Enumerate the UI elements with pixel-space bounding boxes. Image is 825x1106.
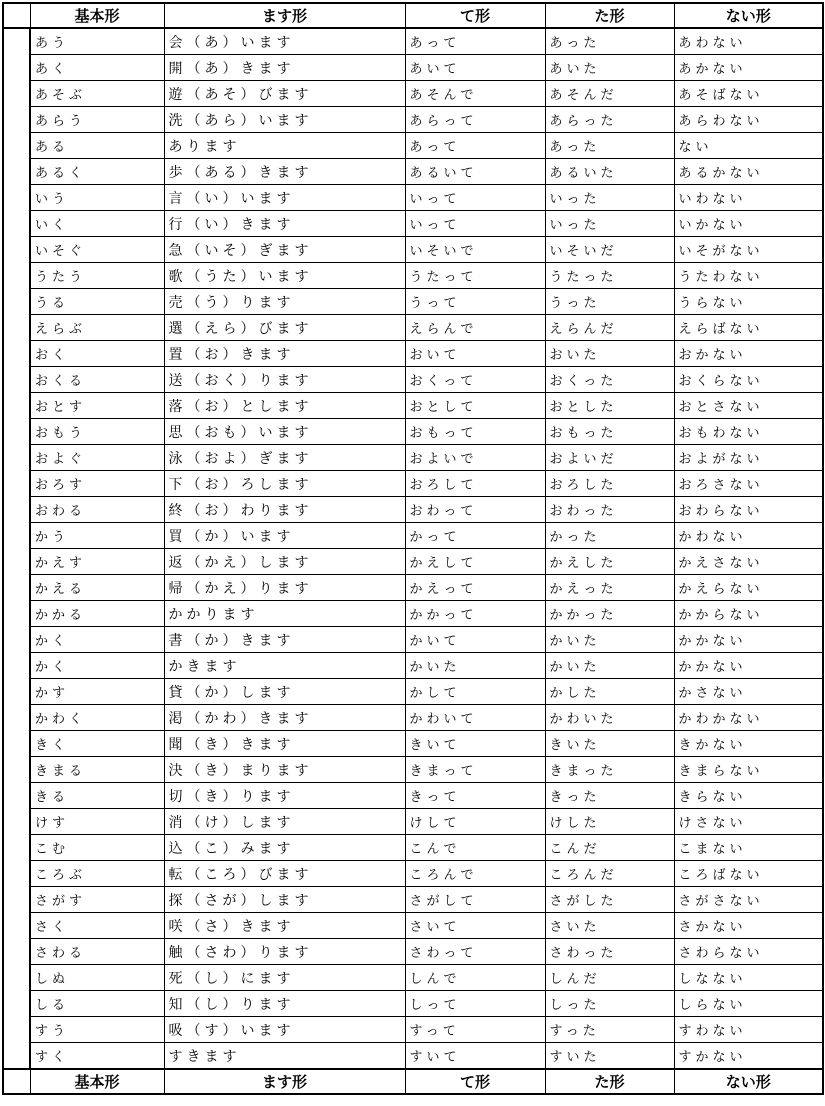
nai-form-cell: いわない: [674, 185, 823, 211]
masu-form-cell: 置（お）きます: [164, 341, 405, 367]
dictionary-form-cell: ころぶ: [30, 861, 164, 887]
nai-form-cell: かえらない: [674, 575, 823, 601]
nai-form-cell: きまらない: [674, 757, 823, 783]
te-form-cell: あるいて: [405, 159, 545, 185]
row-marker-cell: [3, 913, 30, 939]
dictionary-form-cell: かえる: [30, 575, 164, 601]
nai-form-cell: うたわない: [674, 263, 823, 289]
ta-form-cell: あるいた: [545, 159, 674, 185]
nai-form-cell: いそがない: [674, 237, 823, 263]
table-row: [3, 263, 823, 289]
row-marker-cell: [3, 55, 30, 81]
nai-form-cell: こまない: [674, 835, 823, 861]
nai-form-cell: きらない: [674, 783, 823, 809]
dictionary-form-cell: おもう: [30, 419, 164, 445]
masu-form-cell: 書（か）きます: [164, 627, 405, 653]
nai-form-cell: おとさない: [674, 393, 823, 419]
table-row: [3, 185, 823, 211]
dictionary-form-cell: おくる: [30, 367, 164, 393]
nai-form-cell: ない: [674, 133, 823, 159]
table-row: [3, 705, 823, 731]
table-row: [3, 315, 823, 341]
row-marker-cell: [3, 731, 30, 757]
te-form-cell: かして: [405, 679, 545, 705]
conjugation-table: [2, 2, 824, 1095]
ta-form-cell: かった: [545, 523, 674, 549]
row-marker-cell: [3, 497, 30, 523]
row-marker-cell: [3, 393, 30, 419]
row-marker-cell: [3, 159, 30, 185]
dictionary-form-cell: すう: [30, 1017, 164, 1043]
ta-form-cell: かした: [545, 679, 674, 705]
masu-form-cell: すきます: [164, 1043, 405, 1070]
dictionary-form-cell: きる: [30, 783, 164, 809]
ta-form-cell: かえった: [545, 575, 674, 601]
row-marker-cell: [3, 757, 30, 783]
te-form-cell: あって: [405, 28, 545, 55]
row-marker-cell: [3, 1043, 30, 1070]
ta-form-cell: さいた: [545, 913, 674, 939]
dictionary-form-cell: およぐ: [30, 445, 164, 471]
ta-form-cell: おいた: [545, 341, 674, 367]
masu-form-cell: 選（えら）びます: [164, 315, 405, 341]
dictionary-form-cell: あく: [30, 55, 164, 81]
header-dictionary-form: 基本形: [30, 3, 164, 28]
nai-form-cell: うらない: [674, 289, 823, 315]
table-row: [3, 887, 823, 913]
masu-form-cell: 会（あ）います: [164, 28, 405, 55]
dictionary-form-cell: こむ: [30, 835, 164, 861]
dictionary-form-cell: うる: [30, 289, 164, 315]
masu-form-cell: 下（お）ろします: [164, 471, 405, 497]
te-form-cell: すいて: [405, 1043, 545, 1070]
masu-form-cell: 触（さわ）ります: [164, 939, 405, 965]
te-form-cell: いそいで: [405, 237, 545, 263]
masu-form-cell: 売（う）ります: [164, 289, 405, 315]
table-row: [3, 627, 823, 653]
nai-form-cell: えらばない: [674, 315, 823, 341]
nai-form-cell: おもわない: [674, 419, 823, 445]
nai-form-cell: さがさない: [674, 887, 823, 913]
ta-form-cell: おとした: [545, 393, 674, 419]
te-form-cell: さわって: [405, 939, 545, 965]
nai-form-cell: さわらない: [674, 939, 823, 965]
footer-dictionary-form: 基本形: [30, 1069, 164, 1094]
nai-form-cell: すかない: [674, 1043, 823, 1070]
dictionary-form-cell: さわる: [30, 939, 164, 965]
te-form-cell: あいて: [405, 55, 545, 81]
ta-form-cell: かわいた: [545, 705, 674, 731]
row-marker-cell: [3, 861, 30, 887]
nai-form-cell: あるかない: [674, 159, 823, 185]
ta-form-cell: えらんだ: [545, 315, 674, 341]
row-marker-cell: [3, 1017, 30, 1043]
ta-form-cell: きった: [545, 783, 674, 809]
masu-form-cell: 急（いそ）ぎます: [164, 237, 405, 263]
nai-form-cell: おかない: [674, 341, 823, 367]
table-body: [3, 28, 823, 1069]
row-marker-cell: [3, 237, 30, 263]
header-ta-form: た形: [545, 3, 674, 28]
ta-form-cell: おもった: [545, 419, 674, 445]
table-row: [3, 1017, 823, 1043]
masu-form-cell: 貸（か）します: [164, 679, 405, 705]
te-form-cell: おいて: [405, 341, 545, 367]
row-marker-cell: [3, 471, 30, 497]
table-row: [3, 991, 823, 1017]
table-row: [3, 367, 823, 393]
row-marker-cell: [3, 887, 30, 913]
masu-form-cell: 渇（かわ）きます: [164, 705, 405, 731]
nai-form-cell: あそばない: [674, 81, 823, 107]
ta-form-cell: おくった: [545, 367, 674, 393]
table-row: [3, 107, 823, 133]
row-marker-cell: [3, 679, 30, 705]
row-marker-cell: [3, 601, 30, 627]
dictionary-form-cell: かかる: [30, 601, 164, 627]
masu-form-cell: 転（ころ）びます: [164, 861, 405, 887]
dictionary-form-cell: あう: [30, 28, 164, 55]
table-row: [3, 445, 823, 471]
dictionary-form-cell: すく: [30, 1043, 164, 1070]
te-form-cell: しんで: [405, 965, 545, 991]
masu-form-cell: 知（し）ります: [164, 991, 405, 1017]
row-marker-cell: [3, 445, 30, 471]
row-marker-cell: [3, 627, 30, 653]
te-form-cell: いって: [405, 185, 545, 211]
nai-form-cell: かさない: [674, 679, 823, 705]
ta-form-cell: しんだ: [545, 965, 674, 991]
te-form-cell: うたって: [405, 263, 545, 289]
masu-form-cell: 思（おも）います: [164, 419, 405, 445]
ta-form-cell: あいた: [545, 55, 674, 81]
dictionary-form-cell: かす: [30, 679, 164, 705]
table-row: [3, 81, 823, 107]
row-marker-cell: [3, 289, 30, 315]
masu-form-cell: 決（き）まります: [164, 757, 405, 783]
masu-form-cell: 咲（さ）きます: [164, 913, 405, 939]
row-marker-cell: [3, 939, 30, 965]
ta-form-cell: さがした: [545, 887, 674, 913]
dictionary-form-cell: あらう: [30, 107, 164, 133]
ta-form-cell: かかった: [545, 601, 674, 627]
te-form-cell: あって: [405, 133, 545, 159]
te-form-cell: かかって: [405, 601, 545, 627]
nai-form-cell: さかない: [674, 913, 823, 939]
dictionary-form-cell: さがす: [30, 887, 164, 913]
nai-form-cell: きかない: [674, 731, 823, 757]
table-row: [3, 133, 823, 159]
dictionary-form-cell: あるく: [30, 159, 164, 185]
te-form-cell: かえって: [405, 575, 545, 601]
ta-form-cell: およいだ: [545, 445, 674, 471]
header-row-bottom: [3, 1069, 823, 1094]
dictionary-form-cell: しぬ: [30, 965, 164, 991]
dictionary-form-cell: さく: [30, 913, 164, 939]
table-row: [3, 1043, 823, 1070]
row-marker-cell: [3, 523, 30, 549]
masu-form-cell: 聞（き）きます: [164, 731, 405, 757]
table-row: [3, 653, 823, 679]
row-marker-header: [3, 3, 30, 28]
dictionary-form-cell: きまる: [30, 757, 164, 783]
dictionary-form-cell: おわる: [30, 497, 164, 523]
ta-form-cell: きいた: [545, 731, 674, 757]
footer-ta-form: た形: [545, 1069, 674, 1094]
table-row: [3, 679, 823, 705]
masu-form-cell: 切（き）ります: [164, 783, 405, 809]
table-row: [3, 965, 823, 991]
table-row: [3, 159, 823, 185]
ta-form-cell: すいた: [545, 1043, 674, 1070]
te-form-cell: あらって: [405, 107, 545, 133]
footer-nai-form: ない形: [674, 1069, 823, 1094]
table-row: [3, 783, 823, 809]
te-form-cell: えらんで: [405, 315, 545, 341]
masu-form-cell: あります: [164, 133, 405, 159]
nai-form-cell: ころばない: [674, 861, 823, 887]
masu-form-cell: 探（さが）します: [164, 887, 405, 913]
dictionary-form-cell: おとす: [30, 393, 164, 419]
te-form-cell: およいで: [405, 445, 545, 471]
ta-form-cell: ころんだ: [545, 861, 674, 887]
row-marker-cell: [3, 185, 30, 211]
masu-form-cell: 吸（す）います: [164, 1017, 405, 1043]
dictionary-form-cell: かわく: [30, 705, 164, 731]
nai-form-cell: かかない: [674, 627, 823, 653]
ta-form-cell: うった: [545, 289, 674, 315]
row-marker-cell: [3, 965, 30, 991]
ta-form-cell: かいた: [545, 627, 674, 653]
te-form-cell: さいて: [405, 913, 545, 939]
ta-form-cell: かえした: [545, 549, 674, 575]
te-form-cell: あそんで: [405, 81, 545, 107]
te-form-cell: けして: [405, 809, 545, 835]
row-marker-cell: [3, 991, 30, 1017]
nai-form-cell: しらない: [674, 991, 823, 1017]
table-row: [3, 393, 823, 419]
ta-form-cell: いった: [545, 211, 674, 237]
ta-form-cell: きまった: [545, 757, 674, 783]
ta-form-cell: おわった: [545, 497, 674, 523]
ta-form-cell: けした: [545, 809, 674, 835]
te-form-cell: おとして: [405, 393, 545, 419]
te-form-cell: おろして: [405, 471, 545, 497]
header-masu-form: ます形: [164, 3, 405, 28]
nai-form-cell: けさない: [674, 809, 823, 835]
table-row: [3, 575, 823, 601]
header-te-form: て形: [405, 3, 545, 28]
dictionary-form-cell: かう: [30, 523, 164, 549]
te-form-cell: かわいて: [405, 705, 545, 731]
header-row-top: [3, 3, 823, 28]
masu-form-cell: 行（い）きます: [164, 211, 405, 237]
row-marker-cell: [3, 705, 30, 731]
ta-form-cell: おろした: [545, 471, 674, 497]
table-row: [3, 211, 823, 237]
dictionary-form-cell: けす: [30, 809, 164, 835]
dictionary-form-cell: いそぐ: [30, 237, 164, 263]
row-marker-cell: [3, 783, 30, 809]
table-row: [3, 835, 823, 861]
te-form-cell: さがして: [405, 887, 545, 913]
dictionary-form-cell: しる: [30, 991, 164, 1017]
row-marker-cell: [3, 263, 30, 289]
te-form-cell: きって: [405, 783, 545, 809]
ta-form-cell: あそんだ: [545, 81, 674, 107]
nai-form-cell: あわない: [674, 28, 823, 55]
table-row: [3, 809, 823, 835]
ta-form-cell: こんだ: [545, 835, 674, 861]
table-row: [3, 939, 823, 965]
table-row: [3, 549, 823, 575]
te-form-cell: かいて: [405, 627, 545, 653]
table-row: [3, 757, 823, 783]
nai-form-cell: かからない: [674, 601, 823, 627]
nai-form-cell: およがない: [674, 445, 823, 471]
ta-form-cell: かいた: [545, 653, 674, 679]
te-form-cell: きいて: [405, 731, 545, 757]
dictionary-form-cell: かえす: [30, 549, 164, 575]
nai-form-cell: おろさない: [674, 471, 823, 497]
ta-form-cell: あった: [545, 28, 674, 55]
masu-form-cell: 込（こ）みます: [164, 835, 405, 861]
table-row: [3, 237, 823, 263]
row-marker-cell: [3, 107, 30, 133]
te-form-cell: かえして: [405, 549, 545, 575]
table-row: [3, 471, 823, 497]
nai-form-cell: すわない: [674, 1017, 823, 1043]
table-row: [3, 601, 823, 627]
header-nai-form: ない形: [674, 3, 823, 28]
te-form-cell: おわって: [405, 497, 545, 523]
ta-form-cell: すった: [545, 1017, 674, 1043]
te-form-cell: しって: [405, 991, 545, 1017]
dictionary-form-cell: いう: [30, 185, 164, 211]
dictionary-form-cell: かく: [30, 653, 164, 679]
footer-masu-form: ます形: [164, 1069, 405, 1094]
nai-form-cell: かわかない: [674, 705, 823, 731]
masu-form-cell: 消（け）します: [164, 809, 405, 835]
te-form-cell: うって: [405, 289, 545, 315]
masu-form-cell: 歌（うた）います: [164, 263, 405, 289]
row-marker-cell: [3, 81, 30, 107]
nai-form-cell: かわない: [674, 523, 823, 549]
nai-form-cell: かえさない: [674, 549, 823, 575]
footer-te-form: て形: [405, 1069, 545, 1094]
nai-form-cell: おくらない: [674, 367, 823, 393]
masu-form-cell: 遊（あそ）びます: [164, 81, 405, 107]
table-row: [3, 861, 823, 887]
ta-form-cell: うたった: [545, 263, 674, 289]
te-form-cell: こんで: [405, 835, 545, 861]
masu-form-cell: 買（か）います: [164, 523, 405, 549]
nai-form-cell: いかない: [674, 211, 823, 237]
masu-form-cell: かきます: [164, 653, 405, 679]
te-form-cell: かって: [405, 523, 545, 549]
table-row: [3, 55, 823, 81]
te-form-cell: いって: [405, 211, 545, 237]
row-marker-cell: [3, 419, 30, 445]
row-marker-cell: [3, 809, 30, 835]
masu-form-cell: 泳（およ）ぎます: [164, 445, 405, 471]
dictionary-form-cell: おろす: [30, 471, 164, 497]
te-form-cell: きまって: [405, 757, 545, 783]
te-form-cell: すって: [405, 1017, 545, 1043]
row-marker-cell: [3, 133, 30, 159]
dictionary-form-cell: えらぶ: [30, 315, 164, 341]
ta-form-cell: いそいだ: [545, 237, 674, 263]
nai-form-cell: おわらない: [674, 497, 823, 523]
ta-form-cell: しった: [545, 991, 674, 1017]
nai-form-cell: あかない: [674, 55, 823, 81]
masu-form-cell: 送（おく）ります: [164, 367, 405, 393]
table-row: [3, 419, 823, 445]
row-marker-cell: [3, 835, 30, 861]
ta-form-cell: いった: [545, 185, 674, 211]
dictionary-form-cell: あそぶ: [30, 81, 164, 107]
masu-form-cell: 言（い）います: [164, 185, 405, 211]
nai-form-cell: かかない: [674, 653, 823, 679]
row-marker-cell: [3, 367, 30, 393]
masu-form-cell: 死（し）にます: [164, 965, 405, 991]
row-marker-cell: [3, 211, 30, 237]
row-marker-cell: [3, 549, 30, 575]
masu-form-cell: 落（お）とします: [164, 393, 405, 419]
ta-form-cell: さわった: [545, 939, 674, 965]
masu-form-cell: 歩（ある）きます: [164, 159, 405, 185]
dictionary-form-cell: きく: [30, 731, 164, 757]
table-row: [3, 731, 823, 757]
te-form-cell: ころんで: [405, 861, 545, 887]
dictionary-form-cell: ある: [30, 133, 164, 159]
masu-form-cell: 開（あ）きます: [164, 55, 405, 81]
row-marker-cell: [3, 653, 30, 679]
row-marker-cell: [3, 341, 30, 367]
te-form-cell: かいた: [405, 653, 545, 679]
table-row: [3, 497, 823, 523]
masu-form-cell: 洗（あら）います: [164, 107, 405, 133]
row-marker-cell: [3, 315, 30, 341]
masu-form-cell: 返（かえ）します: [164, 549, 405, 575]
table-row: [3, 913, 823, 939]
nai-form-cell: しなない: [674, 965, 823, 991]
table-row: [3, 341, 823, 367]
row-marker-cell: [3, 28, 30, 55]
row-marker-cell: [3, 575, 30, 601]
ta-form-cell: あらった: [545, 107, 674, 133]
dictionary-form-cell: かく: [30, 627, 164, 653]
table-row: [3, 289, 823, 315]
masu-form-cell: 終（お）わります: [164, 497, 405, 523]
masu-form-cell: かかります: [164, 601, 405, 627]
nai-form-cell: あらわない: [674, 107, 823, 133]
dictionary-form-cell: いく: [30, 211, 164, 237]
dictionary-form-cell: うたう: [30, 263, 164, 289]
dictionary-form-cell: おく: [30, 341, 164, 367]
row-marker-footer: [3, 1069, 30, 1094]
ta-form-cell: あった: [545, 133, 674, 159]
table-row: [3, 523, 823, 549]
masu-form-cell: 帰（かえ）ります: [164, 575, 405, 601]
table-row: [3, 28, 823, 55]
te-form-cell: おくって: [405, 367, 545, 393]
te-form-cell: おもって: [405, 419, 545, 445]
